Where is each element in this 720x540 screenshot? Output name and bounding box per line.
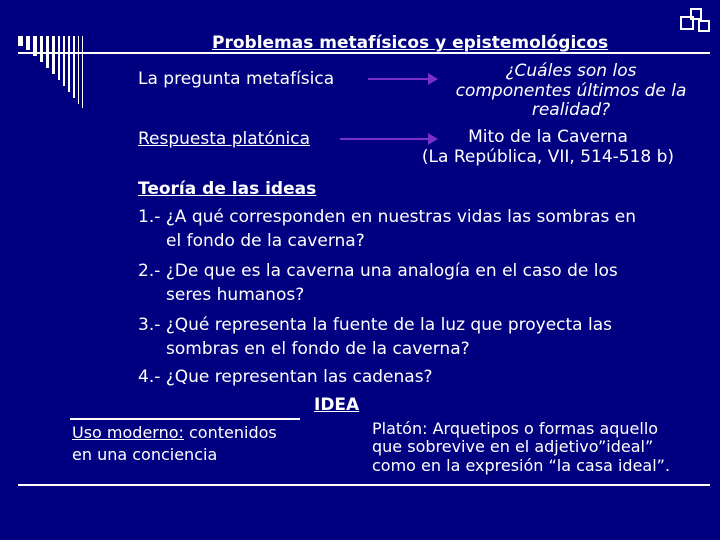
platon-line: Platón: Arquetipos o formas aquello xyxy=(372,419,659,438)
modern-use-text: contenidos xyxy=(183,423,277,442)
modern-use-line-1 xyxy=(72,424,277,442)
metaphysical-question-text xyxy=(440,62,702,121)
question-line: ¿Cuáles son los xyxy=(505,61,637,81)
modern-use-label: Uso moderno: xyxy=(72,423,184,442)
platon-line: como en la expresión “la casa ideal”. xyxy=(372,455,671,475)
theory-question-3-cont: sombras en el fondo de la caverna? xyxy=(166,339,470,359)
theory-question-2: 2.- ¿De que es la caverna una analogía en el caso de los xyxy=(138,261,618,281)
answer-line: (La República, VII, 514-518 b) xyxy=(421,146,675,167)
platon-definition xyxy=(372,420,670,475)
theory-question-4: 4.- ¿Que representan las cadenas? xyxy=(138,367,433,387)
theory-question-2-cont: seres humanos? xyxy=(166,285,305,305)
theory-question-1-cont: el fondo de la caverna? xyxy=(166,231,365,251)
metaphysical-question-label: La pregunta metafísica xyxy=(138,69,335,89)
question-line: realidad? xyxy=(531,100,611,121)
decorative-square-3 xyxy=(698,20,710,32)
platonic-answer-text xyxy=(402,128,694,167)
theory-question-1: 1.- ¿A qué corresponden en nuestras vidas las sombras en xyxy=(138,207,637,227)
theory-question-3: 3.- ¿Qué representa la fuente de la luz que proyecta las xyxy=(138,315,612,335)
answer-line: Mito de la Caverna xyxy=(468,127,628,147)
modern-use-line-2: en una conciencia xyxy=(72,445,218,464)
platon-line: que sobrevive en el adjetivo”ideal” xyxy=(372,437,654,457)
arrow-1 xyxy=(368,78,430,80)
decorative-square-2 xyxy=(690,8,702,20)
idea-label: IDEA xyxy=(314,395,360,415)
page-title: Problemas metafísicos y epistemológicos xyxy=(212,33,609,53)
question-line: componentes últimos de la xyxy=(455,80,687,101)
idea-divider xyxy=(70,418,300,420)
theory-heading: Teoría de las ideas xyxy=(138,179,317,199)
platonic-answer-label: Respuesta platónica xyxy=(138,129,310,149)
bottom-divider xyxy=(18,484,710,486)
